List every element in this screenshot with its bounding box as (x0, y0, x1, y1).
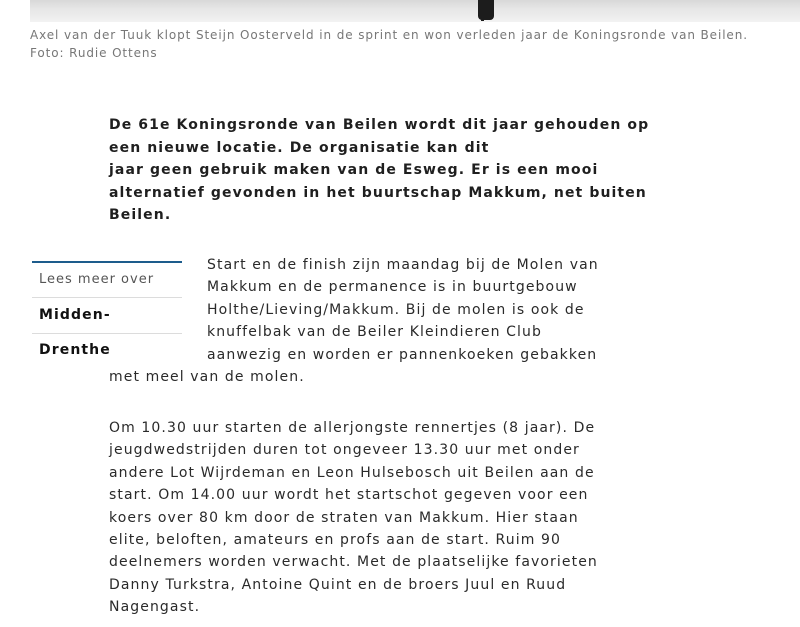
paragraph-line: aanwezig en worden er pannenkoeken gebakken (207, 346, 598, 363)
caption-line: Axel van der Tuuk klopt Steijn Oosterveld in de sprint en won verleden jaar de Koningsronde van Beilen. (30, 28, 748, 42)
paragraph-line: knuffelbak van de Beiler Kleindieren Club (207, 324, 542, 341)
paragraph-line: koers over 80 km door de straten van Makkum. Hier staan (109, 509, 579, 526)
photo-caption (30, 26, 790, 62)
paragraph-line: Nagengast. (109, 599, 201, 616)
paragraph-line: elite, beloften, amateurs en profs aan de start. Ruim 90 (109, 532, 561, 549)
article-paragraph-2 (109, 417, 669, 619)
paragraph-line: Start en de finish zijn maandag bij de Molen van (207, 257, 599, 273)
paragraph-line: met meel van de molen. (109, 369, 305, 386)
paragraph-line: andere Lot Wijrdeman en Leon Hulsebosch uit Beilen aan de (109, 464, 595, 481)
paragraph-line: jeugdwedstrijden duren tot ongeveer 13.30 uur met onder (109, 442, 580, 459)
paragraph-line: Makkum en de permanence is in buurtgebouw (207, 279, 578, 296)
intro-line: jaar geen gebruik maken van de Esweg. Er is een mooi (109, 162, 599, 178)
intro-line: alternatief gevonden in het buurtschap Makkum, net buiten (109, 184, 647, 201)
related-heading: Lees meer over (32, 263, 182, 298)
caption-credit: Foto: Rudie Ottens (30, 46, 158, 60)
paragraph-line: Danny Turkstra, Antoine Quint en de broers Juul en Ruud (109, 576, 567, 593)
intro-line: Beilen. (109, 207, 172, 223)
article-paragraph-1 (109, 254, 669, 388)
article-photo (30, 0, 800, 22)
paragraph-line: Holthe/Lieving/Makkum. Bij de molen is ook de (207, 301, 585, 318)
article-intro (109, 114, 649, 227)
paragraph-line: Om 10.30 uur starten de allerjongste rennertjes (8 jaar). De (109, 420, 596, 436)
intro-line: De 61e Koningsronde van Beilen wordt dit jaar gehouden op (109, 117, 650, 133)
paragraph-line: deelnemers worden verwacht. Met de plaatselijke favorieten (109, 554, 598, 571)
intro-line: een nieuwe locatie. De organisatie kan dit (109, 139, 490, 156)
photo-rider-silhouette (478, 0, 494, 20)
related-topic-link[interactable]: Midden-Drenthe (32, 298, 182, 334)
paragraph-line: start. Om 14.00 uur wordt het startschot gegeven voor een (109, 487, 589, 504)
